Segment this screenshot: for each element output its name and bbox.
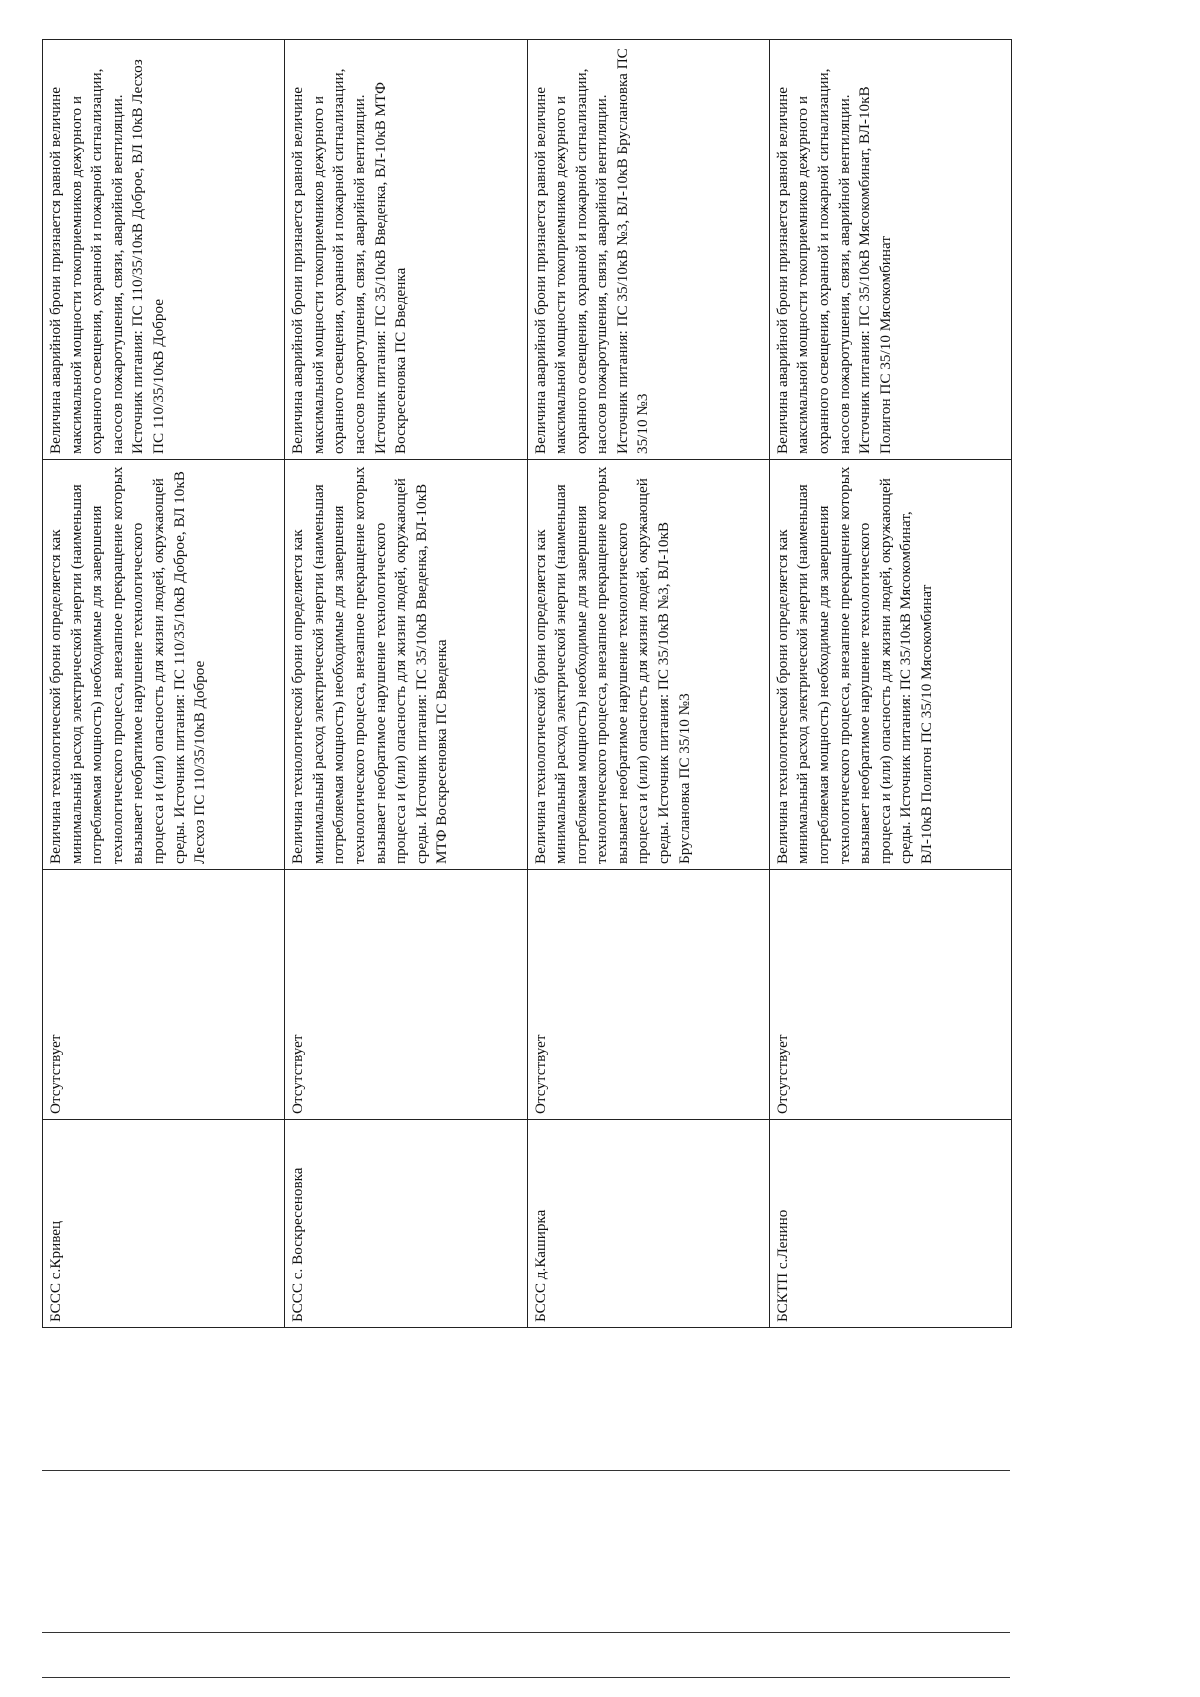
blank-form-line <box>42 1632 1010 1633</box>
table-row <box>285 40 527 1328</box>
power-reserve-table <box>42 39 1012 1328</box>
status-cell: Отсутствует <box>527 870 769 1120</box>
object-name-cell: БСКТП с.Ленино <box>769 1120 1011 1328</box>
emergency-reserve-cell: Величина аварийной брони признается равной величине максимальной мощности токоприемников дежурного и охранного освещения, охранной и пожарной сигнализации, насосов пожаротушения, связи, аварийной вентиляции. Источник питания: ПС 35/10кВ Введенка, ВЛ-10кВ МТФ Воскресеновка ПС Введенка <box>285 40 527 460</box>
object-name-cell: БССС д.Каширка <box>527 1120 769 1328</box>
blank-form-line <box>42 1677 1010 1678</box>
emergency-reserve-cell: Величина аварийной брони признается равной величине максимальной мощности токоприемников дежурного и охранного освещения, охранной и пожарной сигнализации, насосов пожаротушения, связи, аварийной вентиляции. Источник питания: ПС 35/10кВ №3, ВЛ-10кВ Бруслановка ПС 35/10 №3 <box>527 40 769 460</box>
status-cell: Отсутствует <box>43 870 285 1120</box>
technological-reserve-cell: Величина технологической брони определяется как минимальный расход электрической энергии (наименьшая потребляемая мощность) необходимые для завершения технологического процесса, внезапное прекращение которых вызывает необратимое нарушение технологического процесса и (или) опасность для жизни людей, окружающей среды. Источник питания: ПС 35/10кВ Введенка, ВЛ-10кВ МТФ Воскресеновка ПС Введенка <box>285 460 527 870</box>
technological-reserve-cell: Величина технологической брони определяется как минимальный расход электрической энергии (наименьшая потребляемая мощность) необходимые для завершения технологического процесса, внезапное прекращение которых вызывает необратимое нарушение технологического процесса и (или) опасность для жизни людей, окружающей среды. Источник питания: ПС 35/10кВ Мясокомбинат, ВЛ-10кВ Полигон ПС 35/10 Мясокомбинат <box>769 460 1011 870</box>
emergency-reserve-cell: Величина аварийной брони признается равной величине максимальной мощности токоприемников дежурного и охранного освещения, охранной и пожарной сигнализации, насосов пожаротушения, связи, аварийной вентиляции. Источник питания: ПС 35/10кВ Мясокомбинат, ВЛ-10кВ Полигон ПС 35/10 Мясокомбинат <box>769 40 1011 460</box>
technological-reserve-cell: Величина технологической брони определяется как минимальный расход электрической энергии (наименьшая потребляемая мощность) необходимые для завершения технологического процесса, внезапное прекращение которых вызывает необратимое нарушение технологического процесса и (или) опасность для жизни людей, окружающей среды. Источник питания: ПС 35/10кВ №3, ВЛ-10кВ Бруслановка ПС 35/10 №3 <box>527 460 769 870</box>
table-row <box>769 40 1011 1328</box>
rotated-table-container <box>42 40 1012 1328</box>
status-cell: Отсутствует <box>285 870 527 1120</box>
status-cell: Отсутствует <box>769 870 1011 1120</box>
table-row <box>527 40 769 1328</box>
table-row <box>43 40 285 1328</box>
technological-reserve-cell: Величина технологической брони определяется как минимальный расход электрической энергии (наименьшая потребляемая мощность) необходимые для завершения технологического процесса, внезапное прекращение которых вызывает необратимое нарушение технологического процесса и (или) опасность для жизни людей, окружающей среды. Источник питания: ПС 110/35/10кВ Доброе, ВЛ 10кВ Лесхоз ПС 110/35/10кВ Доброе <box>43 460 285 870</box>
object-name-cell: БССС с. Воскресеновка <box>285 1120 527 1328</box>
emergency-reserve-cell: Величина аварийной брони признается равной величине максимальной мощности токоприемников дежурного и охранного освещения, охранной и пожарной сигнализации, насосов пожаротушения, связи, аварийной вентиляции. Источник питания: ПС 110/35/10кВ Доброе, ВЛ 10кВ Лесхоз ПС 110/35/10кВ Доброе <box>43 40 285 460</box>
object-name-cell: БССС с.Кривец <box>43 1120 285 1328</box>
blank-form-line <box>42 1470 1010 1471</box>
